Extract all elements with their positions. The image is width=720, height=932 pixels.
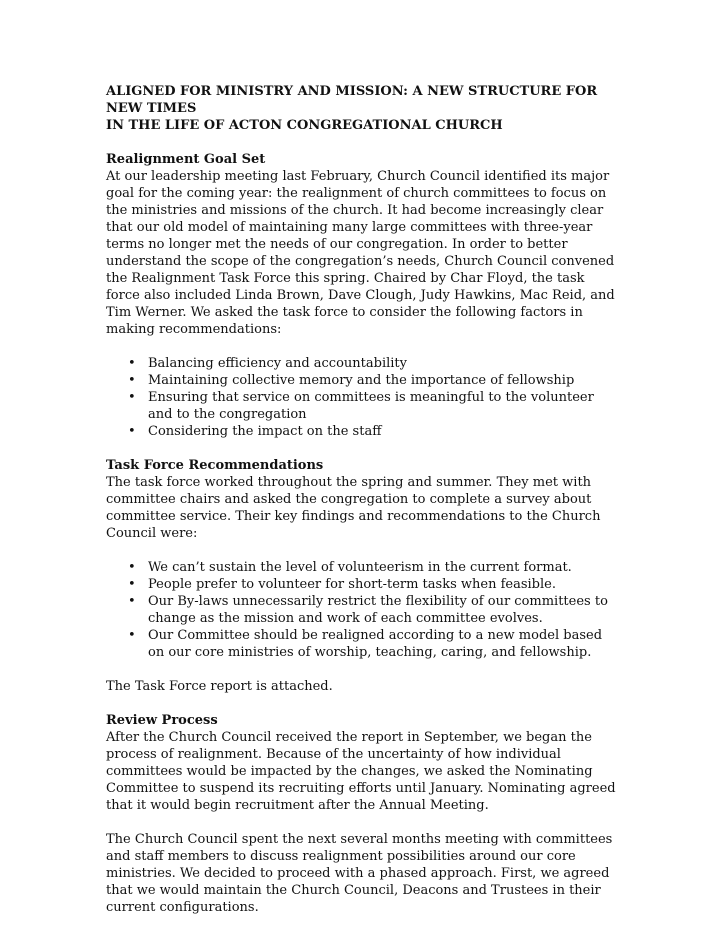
paragraph-review-1: After the Church Council received the report in September, we began the process of realignment. Because of the uncertainty of how individual committees would be impacted by the changes, we asked the Nominating Committee to suspend its recruiting efforts until January. Nominating agreed that it would begin recruitment after the Annual Meeting. [106, 730, 616, 813]
list-item: • Considering the impact on the staff [106, 423, 622, 440]
findings-list [106, 542, 622, 661]
document-page [106, 83, 622, 916]
list-item: • Ensuring that service on committees is meaningful to the volunteer and to the congregation [106, 389, 622, 423]
attached-note: The Task Force report is attached. [106, 679, 333, 694]
list-item: • Our Committee should be realigned according to a new model based on our core ministries of worship, teaching, caring, and fellowship. [106, 627, 622, 661]
section-heading-review: Review Process [106, 713, 218, 728]
section-realignment [106, 151, 622, 440]
title-line-2: IN THE LIFE OF ACTON CONGREGATIONAL CHURCH [106, 118, 503, 133]
document-title [106, 83, 622, 134]
title-line-1: ALIGNED FOR MINISTRY AND MISSION: A NEW STRUCTURE FOR NEW TIMES [106, 84, 598, 116]
section-review [106, 712, 622, 916]
section-recommendations [106, 457, 622, 695]
section-heading-recommendations: Task Force Recommendations [106, 458, 324, 473]
section-heading-realignment: Realignment Goal Set [106, 152, 266, 167]
list-item: • Maintaining collective memory and the importance of fellowship [106, 372, 622, 389]
paragraph-recommendations: The task force worked throughout the spring and summer. They met with committee chairs and asked the congregation to complete a survey about committee service. Their key findings and recommendations to the Church Council were: [106, 475, 601, 541]
list-item: • Our By-laws unnecessarily restrict the flexibility of our committees to change as the mission and work of each committee evolves. [106, 593, 622, 627]
factors-list [106, 338, 622, 440]
list-item: • We can’t sustain the level of volunteerism in the current format. [106, 559, 622, 576]
paragraph-realignment: At our leadership meeting last February, Church Council identified its major goal for the coming year: the realignment of church committees to focus on the ministries and missions of the church. It had become increasingly clear that our old model of maintaining many large committees with three-year terms no longer met the needs of our congregation. In order to better understand the scope of the congregation’s needs, Church Council convened the Realignment Task Force this spring. Chaired by Char Floyd, the task force also included Linda Brown, Dave Clough, Judy Hawkins, Mac Reid, and Tim Werner. We asked the task force to consider the following factors in making recommendations: [106, 169, 615, 337]
list-item: • People prefer to volunteer for short-term tasks when feasible. [106, 576, 622, 593]
list-item: • Balancing efficiency and accountability [106, 355, 622, 372]
paragraph-review-2: The Church Council spent the next several months meeting with committees and staff members to discuss realignment possibilities around our core ministries. We decided to proceed with a phased approach. First, we agreed that we would maintain the Church Council, Deacons and Trustees in their current configurations. [106, 832, 613, 915]
